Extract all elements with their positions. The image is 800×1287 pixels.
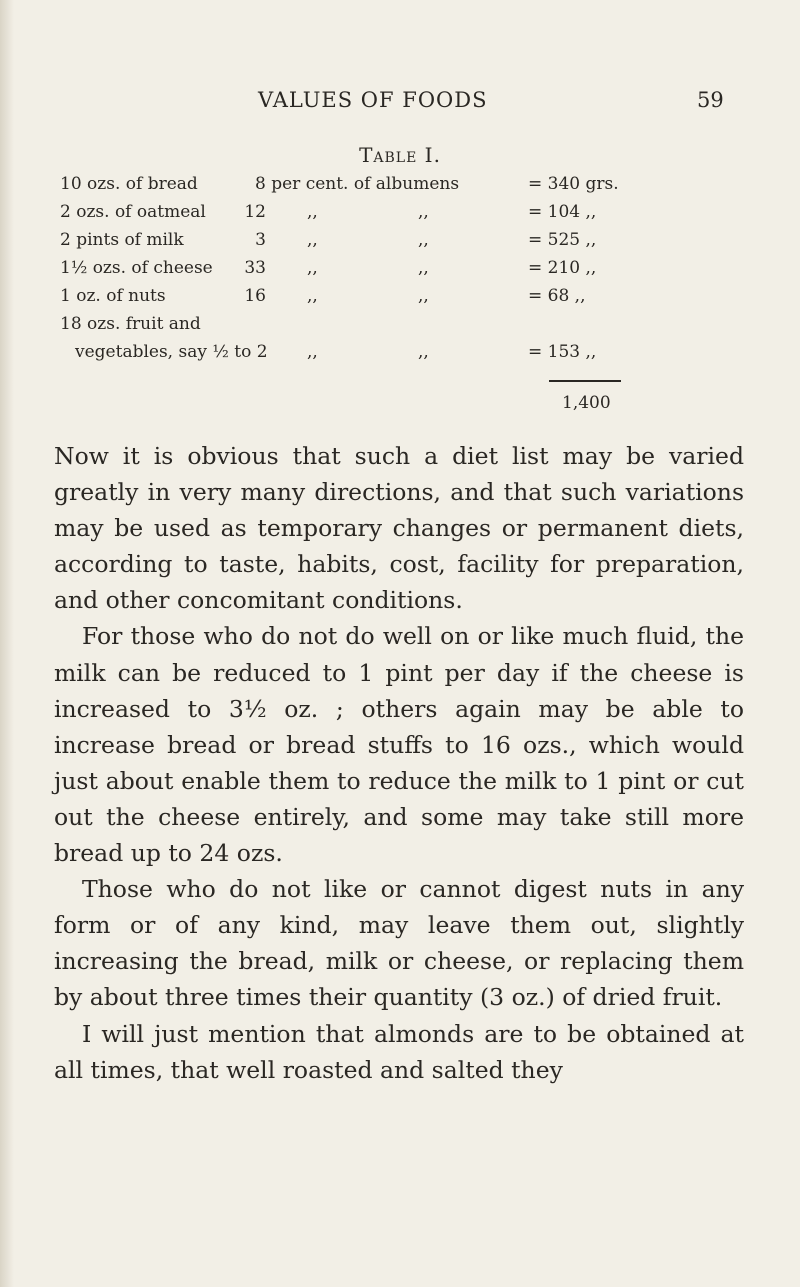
row-grains: = 68 ,, — [528, 286, 586, 306]
row-percent: 8 per cent. of albumens — [255, 174, 460, 194]
row-percent: 16 — [244, 286, 266, 306]
row-item: 1½ ozs. of cheese — [60, 258, 213, 278]
table-title: Table I. — [359, 143, 441, 167]
row-ditto: ,, — [418, 286, 429, 306]
row-grains: = 340 grs. — [528, 174, 619, 194]
row-item: 10 ozs. of bread — [60, 174, 198, 194]
table-row — [0, 314, 800, 338]
row-percent: 3 — [255, 230, 266, 250]
row-ditto: ,, — [307, 258, 318, 278]
table-row — [0, 230, 800, 254]
row-grains: = 153 ,, — [528, 342, 597, 362]
row-grains: = 525 ,, — [528, 230, 597, 250]
table-row — [0, 174, 800, 198]
row-item: vegetables, say ½ to 2 — [75, 342, 268, 362]
row-ditto: ,, — [418, 202, 429, 222]
paragraph: For those who do not do well on or like much fluid, the milk can be reduced to 1 pint per day if the cheese is increased to 3½ oz. ; others again may be able to increase bread or bread stuffs to 16 ozs., which would just about enable them to reduce the milk to 1 pint or cut out the cheese entirely, and some may take still more bread up to 24 ozs. — [54, 622, 744, 868]
row-percent: 12 — [244, 202, 266, 222]
table-row — [0, 286, 800, 310]
row-ditto: ,, — [307, 342, 318, 362]
page-number: 59 — [697, 88, 724, 112]
total-rule — [549, 380, 621, 382]
paragraph: Those who do not like or cannot digest nuts in any form or of any kind, may leave them out, slightly increasing the bread, milk or cheese, or replacing them by about three times their quantity (3 oz.) of dried fruit. — [54, 875, 744, 1012]
row-item: 1 oz. of nuts — [60, 286, 166, 306]
paragraph: Now it is obvious that such a diet list may be varied greatly in very many directions, and that such variations may be used as temporary changes or permanent diets, according to taste, habits, cost, facility for preparation, and other concomitant conditions. — [54, 442, 744, 615]
table-row — [0, 258, 800, 282]
paragraph: I will just mention that almonds are to be obtained at all times, that well roasted and salted they — [54, 1019, 744, 1084]
row-ditto: ,, — [307, 202, 318, 222]
albumen-table — [0, 174, 800, 414]
table-row — [0, 342, 800, 366]
row-ditto: ,, — [418, 230, 429, 250]
running-head — [0, 88, 800, 118]
row-percent: 33 — [244, 258, 266, 278]
body-text — [54, 438, 744, 1088]
running-title: VALUES OF FOODS — [258, 88, 488, 112]
row-grains: = 210 ,, — [528, 258, 597, 278]
row-item: 18 ozs. fruit and — [60, 314, 201, 334]
row-ditto: ,, — [307, 230, 318, 250]
row-item: 2 pints of milk — [60, 230, 184, 250]
row-grains: = 104 ,, — [528, 202, 597, 222]
table-total: 1,400 — [562, 393, 611, 413]
row-item: 2 ozs. of oatmeal — [60, 202, 206, 222]
row-ditto: ,, — [307, 286, 318, 306]
row-ditto: ,, — [418, 258, 429, 278]
table-row — [0, 202, 800, 226]
row-ditto: ,, — [418, 342, 429, 362]
